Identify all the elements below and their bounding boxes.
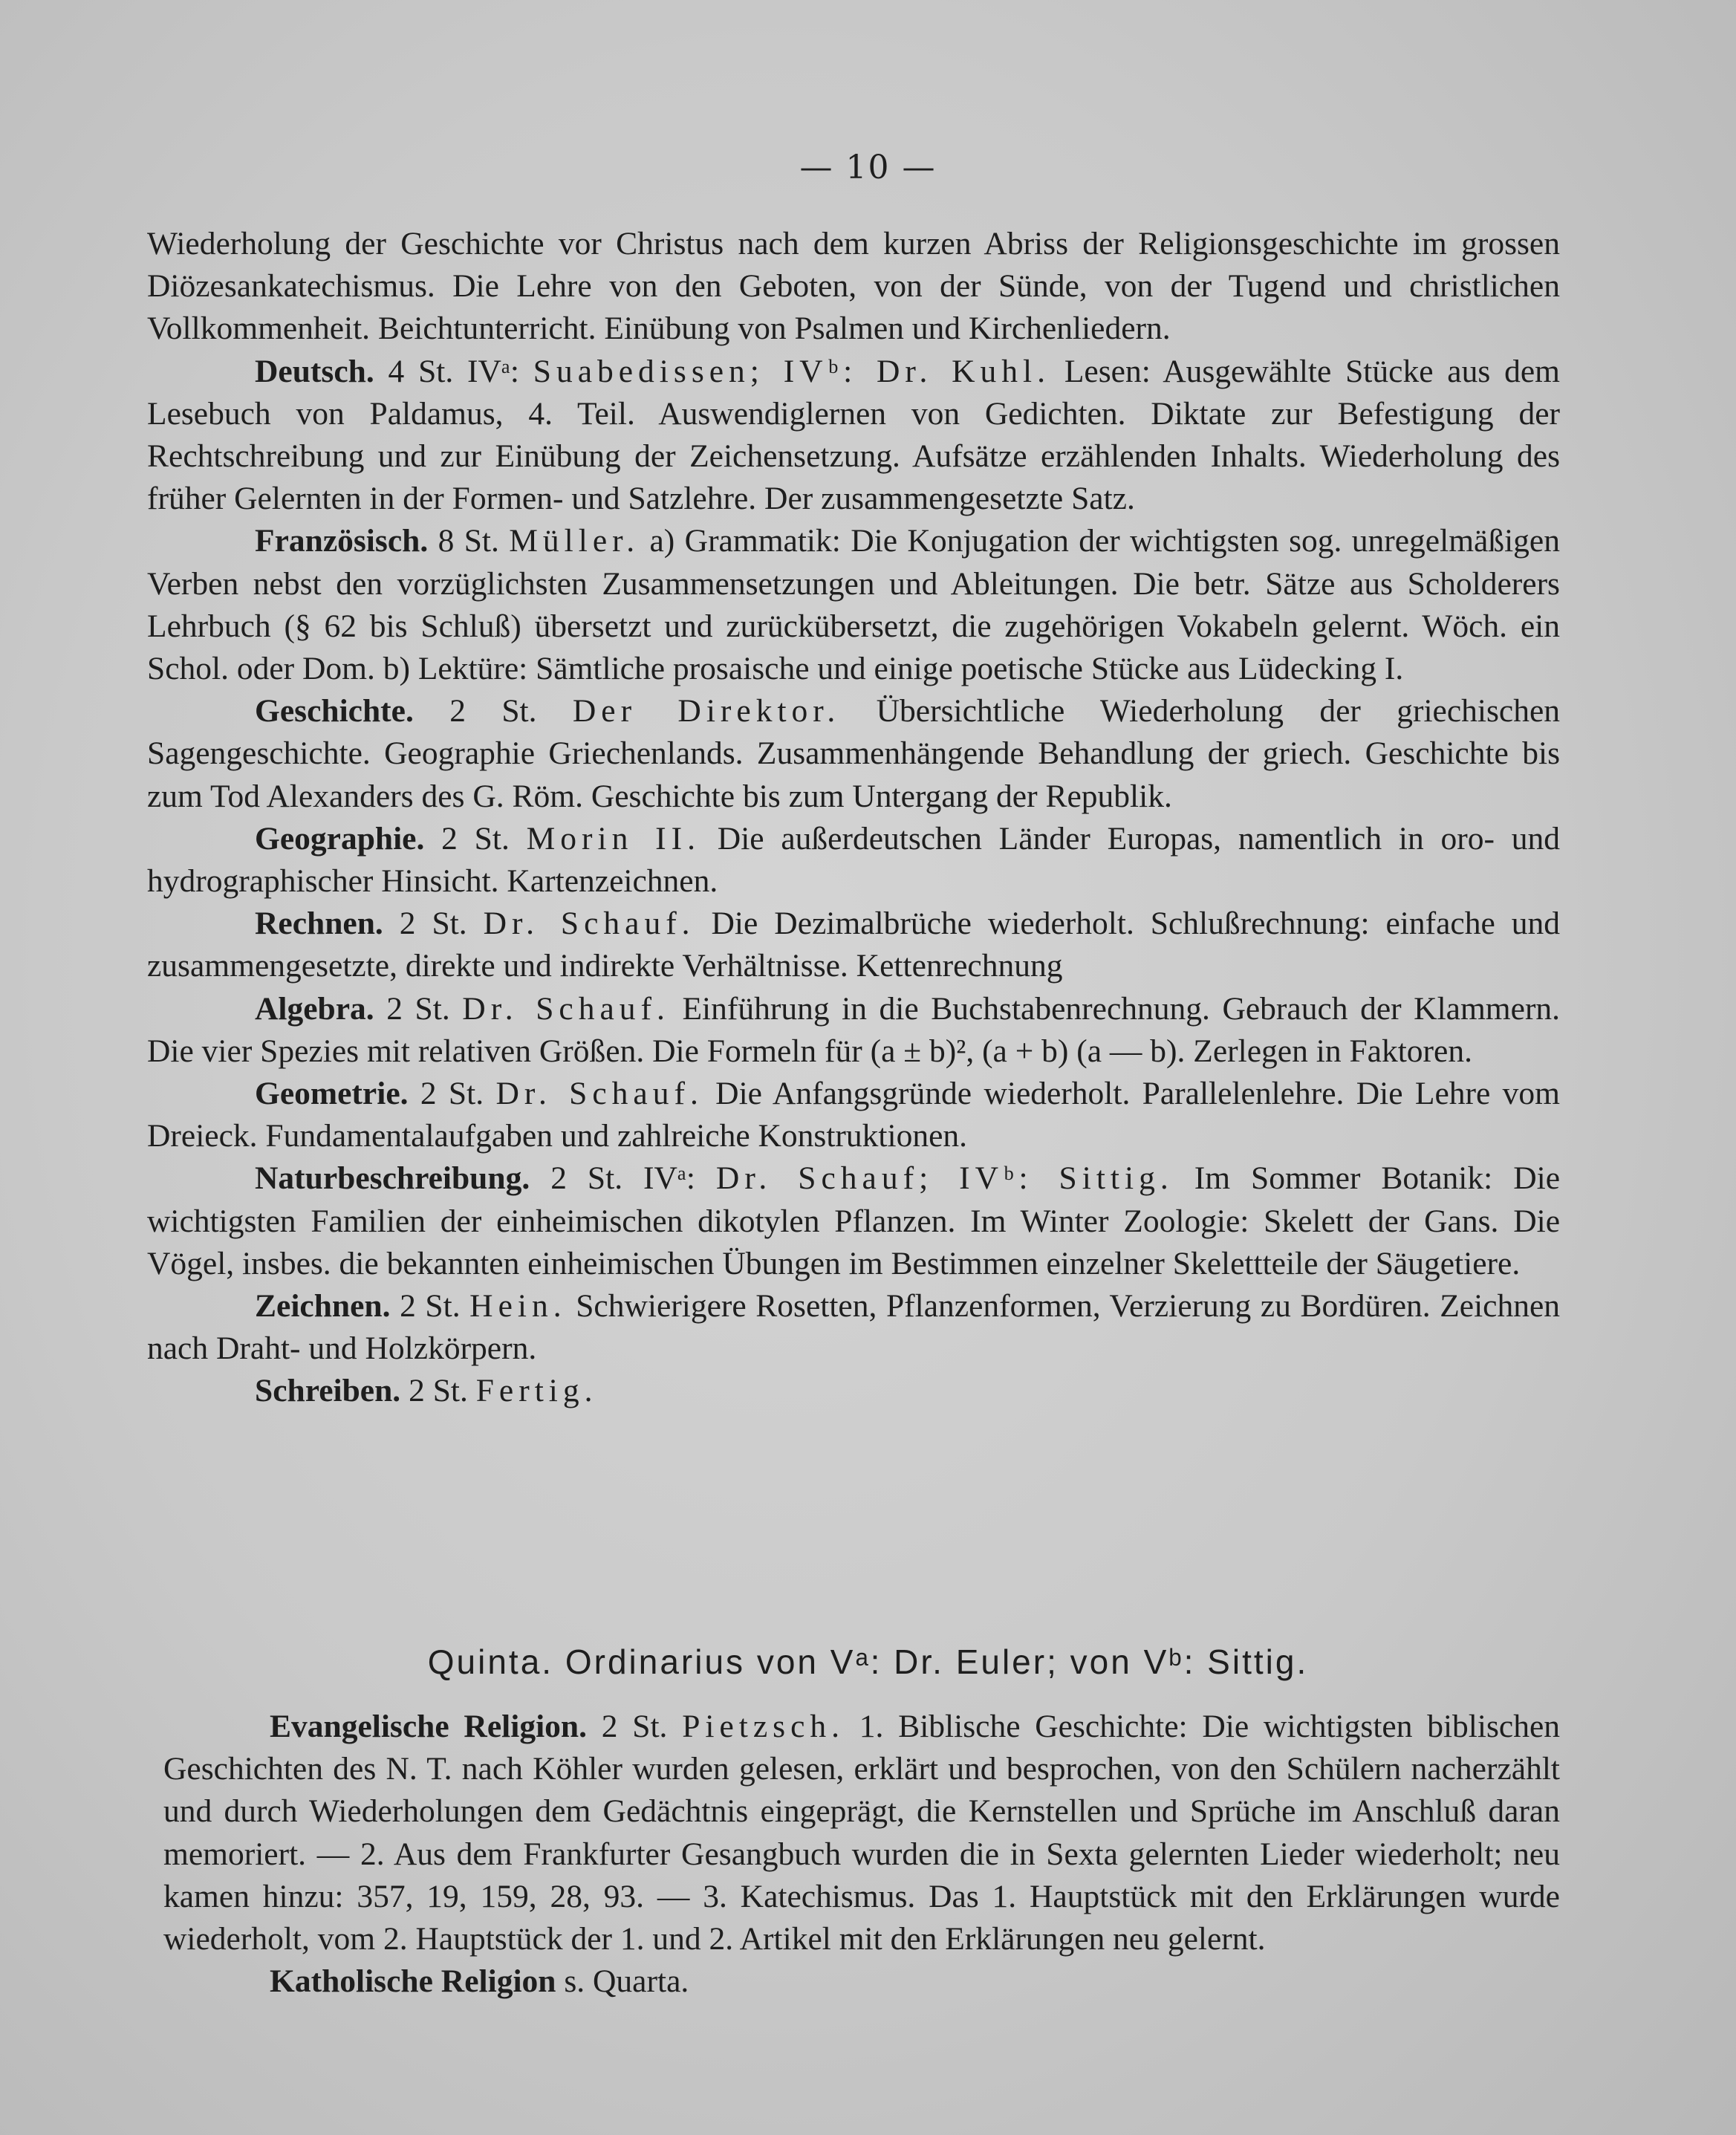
hours: 2 St. — [601, 1709, 668, 1744]
subject-title: Geographie. — [255, 820, 425, 857]
page-number: — 10 — — [799, 149, 937, 186]
section-algebra — [147, 988, 1560, 1073]
hours: 2 St. — [399, 906, 467, 942]
section-schreiben — [147, 1370, 1560, 1412]
subject-title: Schreiben. — [255, 1373, 401, 1409]
hours: 2 St. — [449, 693, 537, 729]
teacher: Suabedissen; IVᵇ: Dr. Kuhl. — [533, 353, 1051, 389]
hours: 2 St. — [400, 1288, 461, 1325]
section-geographie — [147, 818, 1560, 903]
subject-title: Katholische Religion — [270, 1963, 556, 2000]
subject-title: Geometrie. — [255, 1076, 409, 1112]
subject-title: Deutsch. — [255, 353, 374, 389]
teacher: Hein. — [469, 1288, 567, 1325]
hours: 2 St. — [386, 990, 450, 1027]
section-body: Übersichtliche Wiederholung der griechischen Sagengeschichte. Geographie Griechenlands. Zusammenhängende Behandlung der griech. Geschichte bis zum Tod Alexanders des G. Röm. Geschichte bis zum Untergang der Republik. — [147, 693, 1561, 814]
quinta-text — [163, 1706, 1560, 2003]
section-body: Die Dezimalbrüche wiederholt. Schlußrechnung: einfache und zusammengesetzte, direkte und indirekte Verhältnisse. Kettenrechnung — [147, 906, 1560, 984]
hours: 2 St. — [420, 1076, 484, 1112]
class-heading: Quinta. Ordinarius von Vᵃ: Dr. Euler; von Vᵇ: Sittig. — [427, 1642, 1309, 1681]
section-body: Die Anfangsgründe wiederholt. Parallelenlehre. Die Lehre vom Dreieck. Fundamentalaufgaben und zahlreiche Konstruktionen. — [147, 1076, 1561, 1154]
section-naturbeschreibung — [147, 1157, 1560, 1285]
subject-title: Zeichnen. — [255, 1288, 391, 1325]
teacher: Dr. Schauf. — [495, 1076, 703, 1112]
section-body: Lesen: Ausgewählte Stücke aus dem Lesebuch von Paldamus, 4. Teil. Auswendiglernen von Gedichten. Diktate zur Befestigung der Rechtschreibung und zur Einübung der Zeichensetzung. Aufsätze erzählenden Inhalts. Wiederholung des früher Gelernten in der Formen- und Satzlehre. Der zusammengesetzte Satz. — [147, 353, 1560, 517]
main-text — [147, 223, 1560, 1413]
section-franzoesisch — [147, 520, 1560, 690]
teacher: Dr. Schauf; IVᵇ: Sittig. — [715, 1160, 1174, 1197]
hours: 8 St. — [438, 523, 499, 559]
section-zeichnen — [147, 1285, 1560, 1370]
section-geometrie — [147, 1073, 1560, 1157]
subject-title: Geschichte. — [255, 693, 414, 729]
section-body: a) Grammatik: Die Konjugation der wichtigsten sog. unregelmäßigen Verben nebst den vorzüglichsten Zusammensetzungen und Ableitungen. Die betr. Sätze aus Scholderers Lehrbuch (§ 62 bis Schluß) übersetzt und zurückübersetzt, die zugehörigen Vokabeln gelernt. Wöch. ein Schol. oder Dom. b) Lektüre: Sämtliche prosaische und einige poetische Stücke aus Lüdecking I. — [147, 523, 1560, 687]
teacher: Fertig. — [475, 1373, 598, 1409]
section-katholische-religion — [163, 1960, 1560, 2003]
intro-paragraph: Wiederholung der Geschichte vor Christus nach dem kurzen Abriss der Religionsgeschichte im grossen Diözesankatechismus. Die Lehre von den Geboten, von der Sünde, von der Tugend und christlichen Vollkommenheit. Beichtunterricht. Einübung von Psalmen und Kirchenliedern. — [147, 226, 1560, 347]
hours: 4 St. IVᵃ: — [388, 353, 519, 389]
teacher: Pietzsch. — [682, 1709, 845, 1744]
hours: 2 St. — [409, 1373, 468, 1409]
subject-title: Evangelische Religion. — [270, 1709, 587, 1744]
subject-title: Rechnen. — [255, 906, 383, 942]
section-body: Im Sommer Botanik: Die wichtigsten Familien der einheimischen dikotylen Pflanzen. Im Winter Zoologie: Skelett der Gans. Die Vögel, insbes. die bekannten einheimischen Übungen im Bestimmen einzelner Skelettteile der Säugetiere. — [147, 1160, 1561, 1281]
teacher: Dr. Schauf. — [483, 906, 695, 942]
section-deutsch — [147, 351, 1560, 521]
teacher: Dr. Schauf. — [462, 990, 670, 1027]
section-body: Schwierigere Rosetten, Pflanzenformen, Verzierung zu Bordüren. Zeichnen nach Draht- und Holzkörpern. — [147, 1288, 1561, 1367]
subject-title: Französisch. — [255, 523, 429, 559]
hours: s. Quarta. — [564, 1963, 689, 2000]
hours: 2 St. — [441, 820, 510, 857]
section-evangelische-religion — [163, 1706, 1560, 1960]
teacher: Der Direktor. — [572, 693, 841, 729]
section-body: Die außerdeutschen Länder Europas, namentlich in oro- und hydrographischer Hinsicht. Kartenzeichnen. — [147, 820, 1560, 900]
subject-title: Algebra. — [255, 990, 374, 1027]
section-rechnen — [147, 903, 1560, 987]
teacher: Müller. — [509, 523, 640, 559]
hours: 2 St. IVᵃ: — [550, 1160, 695, 1197]
teacher: Morin II. — [526, 820, 700, 857]
section-geschichte — [147, 690, 1560, 818]
section-body: 1. Biblische Geschichte: Die wichtigsten biblischen Geschichten des N. T. nach Köhler wurden gelesen, erklärt und besprochen, von den Schülern nacherzählt und durch Wiederholungen dem Gedächtnis eingeprägt, die Kernstellen und Sprüche im Anschluß daran memoriert. — 2. Aus dem Frankfurter Gesangbuch wurden die in Sexta gelernten Lieder wiederholt; neu kamen hinzu: 357, 19, 159, 28, 93. — 3. Katechismus. Das 1. Hauptstück mit den Erklärungen wurde wiederholt, vom 2. Hauptstück der 1. und 2. Artikel mit den Erklärungen neu gelernt. — [163, 1709, 1561, 1957]
section-body: Einführung in die Buchstabenrechnung. Gebrauch der Klammern. Die vier Spezies mit relativen Größen. Die Formeln für (a ± b)², (a + b) (a — b). Zerlegen in Faktoren. — [147, 990, 1561, 1069]
subject-title: Naturbeschreibung. — [255, 1160, 530, 1197]
